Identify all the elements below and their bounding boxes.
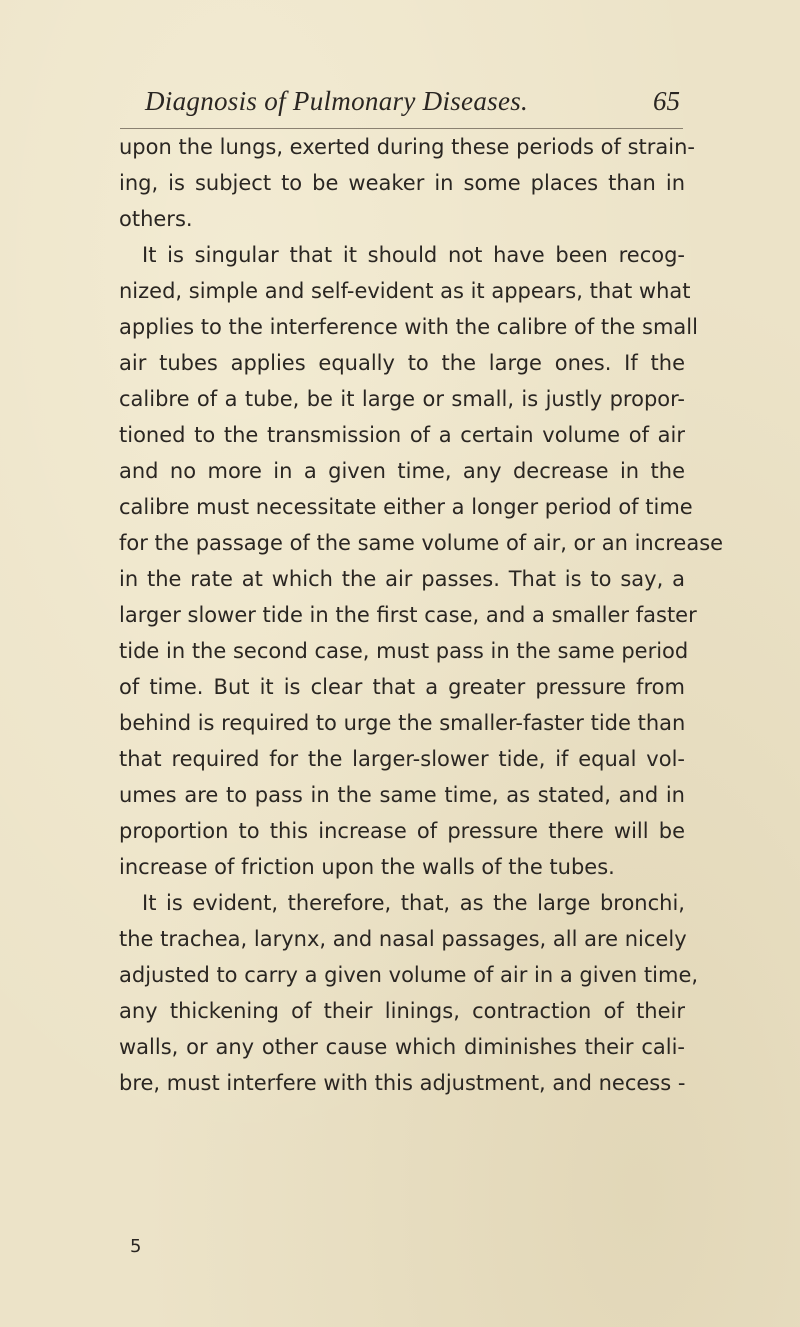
text-line: for the passage of the same volume of air, or an increase: [119, 531, 724, 555]
text-line: tioned to the transmission of a certain volume of air: [119, 423, 685, 447]
text-line: It is evident, therefore, that, as the large bronchi,: [142, 891, 685, 915]
running-title: Diagnosis of Pulmonary Diseases.: [145, 86, 529, 116]
signature-mark: 5: [130, 1236, 142, 1257]
text-line: others.: [119, 207, 193, 231]
text-line: calibre must necessitate either a longer period of time: [119, 495, 693, 519]
text-line: increase of friction upon the walls of the tubes.: [119, 855, 615, 879]
page-number: 65: [653, 86, 680, 116]
text-line: any thickening of their linings, contraction of their: [119, 999, 685, 1023]
text-line: adjusted to carry a given volume of air in a given time,: [119, 963, 699, 987]
running-head: [120, 86, 680, 126]
text-line: that required for the larger-slower tide, if equal vol-: [119, 747, 685, 771]
text-line: in the rate at which the air passes. That is to say, a: [119, 567, 685, 591]
text-line: bre, must interfere with this adjustment, and necess -: [119, 1071, 686, 1095]
text-line: calibre of a tube, be it large or small, is justly propor-: [119, 387, 685, 411]
text-line: larger slower tide in the first case, and a smaller faster: [119, 603, 697, 627]
text-line: tide in the second case, must pass in the same period: [119, 639, 689, 663]
text-line: behind is required to urge the smaller-faster tide than: [119, 711, 686, 735]
body-text: [119, 129, 724, 1101]
text-line: It is singular that it should not have been recog-: [142, 243, 685, 267]
text-line: umes are to pass in the same time, as stated, and in: [119, 783, 685, 807]
text-line: of time. But it is clear that a greater pressure from: [119, 675, 685, 699]
text-line: proportion to this increase of pressure there will be: [119, 819, 685, 843]
text-line: applies to the interference with the calibre of the small: [119, 315, 698, 339]
text-line: air tubes applies equally to the large ones. If the: [119, 351, 685, 375]
text-line: the trachea, larynx, and nasal passages, all are nicely: [119, 927, 687, 951]
text-line: walls, or any other cause which diminishes their cali-: [119, 1035, 685, 1059]
text-line: ing, is subject to be weaker in some places than in: [119, 171, 685, 195]
text-line: nized, simple and self-evident as it appears, that what: [119, 279, 691, 303]
text-line: upon the lungs, exerted during these periods of strain-: [119, 135, 695, 159]
text-line: and no more in a given time, any decrease in the: [119, 459, 685, 483]
